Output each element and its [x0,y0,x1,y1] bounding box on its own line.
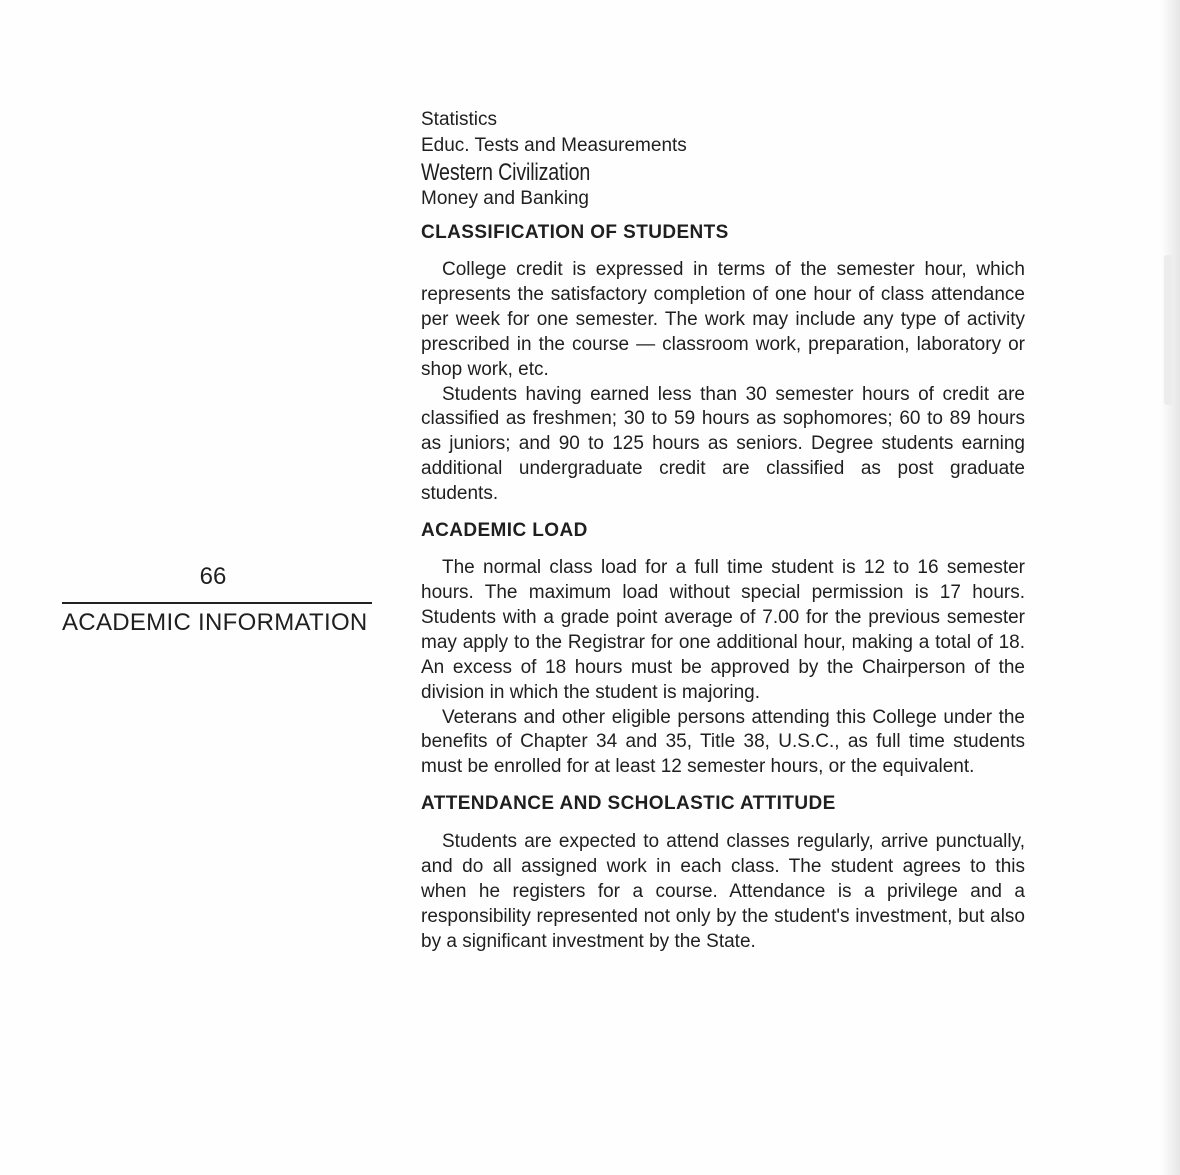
heading-classification: CLASSIFICATION OF STUDENTS [421,222,729,243]
heading-academic-load: ACADEMIC LOAD [421,520,588,542]
margin-divider [62,602,372,604]
scan-edge-mark [1164,255,1172,405]
course-item: Statistics [421,109,498,130]
paragraph: College credit is expressed in terms of the semester hour, which represents the satisfactory completion of one hour of class attendance per week for one semester. The work may include any type of activity prescribed in the course — classroom work, preparation, laboratory or shop work, etc. [421,259,1025,380]
course-item: Educ. Tests and Measurements [421,135,687,156]
paragraph: Veterans and other eligible persons attending this College under the benefits of Chapter 34 and 35, Title 38, U.S.C., as full time students must be enrolled for at least 12 semester hours, or the equivalent. [421,706,1025,778]
section-title: ACADEMIC INFORMATION [62,609,368,636]
main-column [421,107,1025,955]
course-list [421,107,1025,212]
page-number: 66 [199,563,227,590]
course-item: Western Civilization [421,159,591,186]
paragraph: The normal class load for a full time student is 12 to 16 semester hours. The maximum load without special permission is 17 hours. Students with a grade point average of 7.00 for the previous semester may apply to the Registrar for one additional hour, making a total of 18. An excess of 18 hours must be approved by the Chairperson of the division in which the student is majoring. [421,557,1025,703]
scan-edge-shadow [1160,0,1180,1175]
paragraph: Students having earned less than 30 semester hours of credit are classified as freshmen; 30 to 59 hours as sophomores; 60 to 89 hours as juniors; and 90 to 125 hours as seniors. Degree students earning additional undergraduate credit are classified as post graduate students. [421,383,1025,505]
margin-block [62,562,374,639]
paragraph: Students are expected to attend classes regularly, arrive punctually, and do all assigned work in each class. The student agrees to this when he registers for a course. Attendance is a privilege and a responsibility represented not only by the student's investment, but also by a significant investment by the State. [421,831,1025,952]
heading-attendance: ATTENDANCE AND SCHOLASTIC ATTITUDE [421,793,836,815]
course-item: Money and Banking [421,188,589,209]
